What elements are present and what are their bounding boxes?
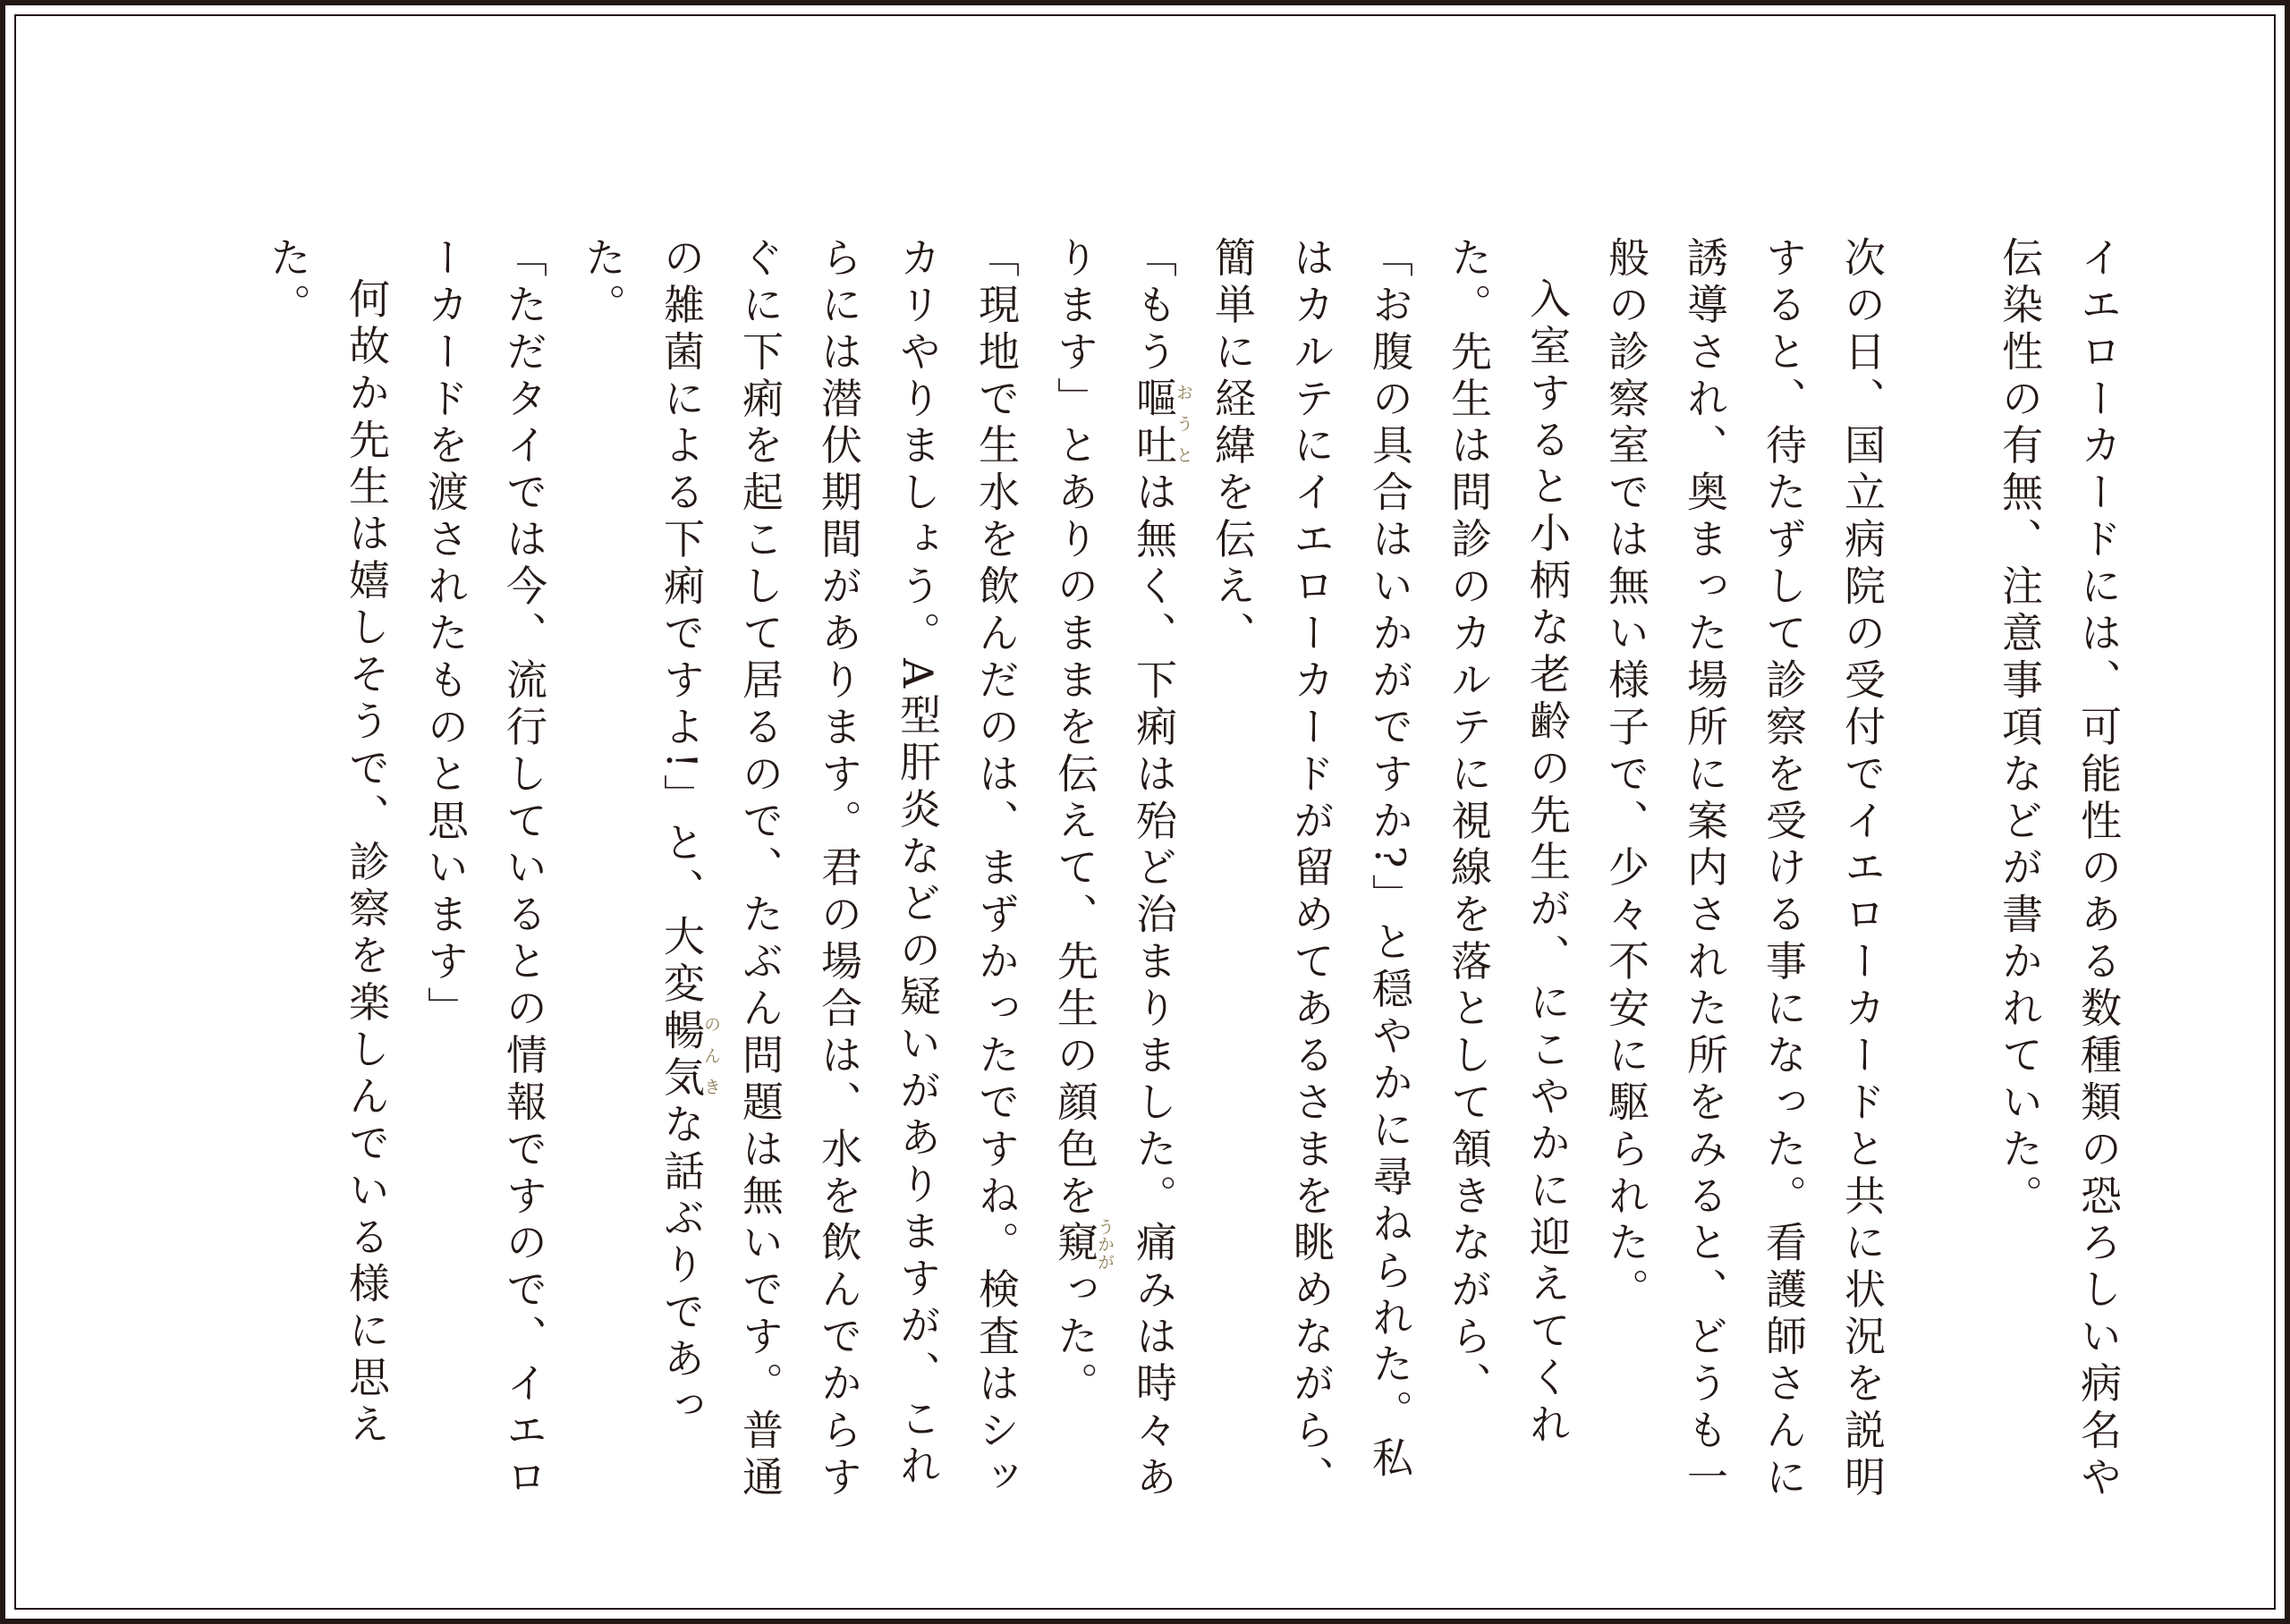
blank-line	[1902, 236, 1980, 1506]
paragraph-5-part-a: 「もう	[1130, 236, 1178, 377]
paragraph-5	[1036, 236, 1193, 1506]
ruby-ukaga-reading: うかが	[1095, 1217, 1115, 1272]
paragraph-8: 何故か先生は嬉しそうで、診察を楽しんでいる様に思えた。	[264, 236, 391, 1450]
ruby-oto-base: 嘔吐	[1130, 376, 1178, 471]
ruby-nonki-reading: のんき	[701, 1008, 721, 1103]
paragraph-7: 「ただタイでは今、流行しているとの情報ですので、イエローカードを渡されたものと思います」	[421, 236, 548, 1502]
paragraph-4: 「お腹の具合はいかがですか?」と穏やかに尋ねられた。私はカルテにイエローカードが留めてあるさまを眺めながら、簡単に経緯を伝え、	[1209, 236, 1414, 1502]
paragraph-3: 入室すると小柄な老齢の先生が、にこやかに迎えてくれた。先生は問診のカルテに視線を落として頷きながら、	[1445, 236, 1572, 1450]
ruby-nonki	[657, 1008, 721, 1103]
paragraph-6	[564, 236, 1036, 1506]
paragraph-5-part-c: った。	[1051, 1267, 1099, 1409]
paragraph-5-part-b: は無く、下痢は殆ど治まりました。痛みは時々あります」とありのままを伝えて、先生の顔色を	[1051, 236, 1178, 1502]
paragraph-6-part-b: な話ぶりであった。	[579, 236, 706, 1431]
vertical-text-body	[249, 236, 2138, 1506]
ruby-nonki-base: 暢気	[657, 1008, 706, 1103]
paragraph-6-part-a: 「現地で生水を飲んだのは、まずかったですね。検査はシッカリやりましょう。A型肝炎などの疑いがありますが、これらには潜伏期間があります。君の場合は、水を飲んでからすぐに下痢を起こして居るので、たぶん問題は無いです。普通の雑菌による下痢ですよ!」と、大変	[657, 236, 1021, 1502]
paragraph-2: 次の日、国立病院の受付でイエローカードと共に状況を説明すると、待たずして診察を受ける事になった。看護師さんに誘導され、奥まった場所に案内された所をみると、どうも一般の診察室では無い様子で、少々不安に駆られた。	[1602, 236, 1887, 1502]
ruby-ukaga	[1051, 1217, 1115, 1272]
paragraph-1: イエローカードには、可能性のある数種類の恐ろしい病名や伝染性の有無、注意事項などが書かれていた。	[1996, 236, 2123, 1502]
ruby-ukaga-base: 窺	[1051, 1217, 1099, 1272]
ruby-oto	[1130, 376, 1193, 471]
ruby-oto-reading: おうと	[1174, 376, 1193, 471]
